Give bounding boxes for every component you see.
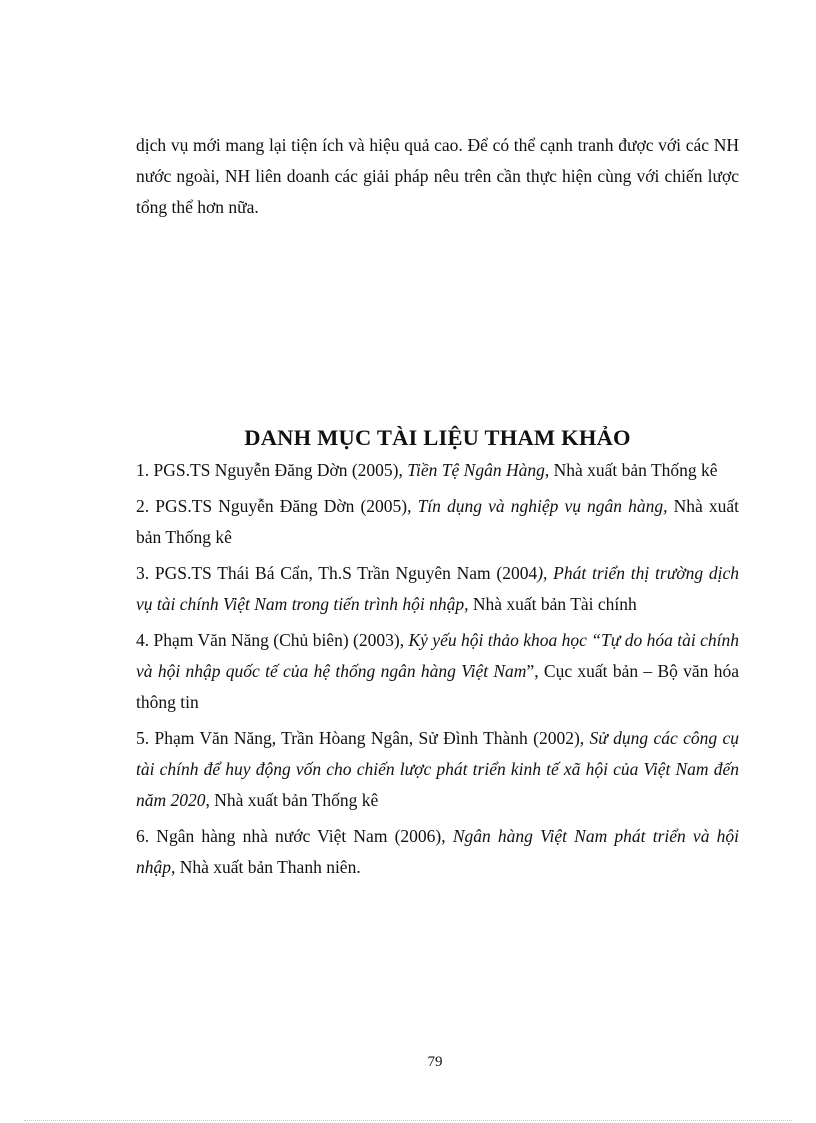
reference-title: Ngân hàng Việt Nam phát triển và hội nhập [136, 826, 739, 877]
reference-author: 4. Phạm Văn Năng (Chủ biên) (2003), [136, 630, 409, 650]
reference-item-3 [136, 558, 739, 620]
reference-title: ), Phát triển thị trường dịch vụ tài chính Việt Nam trong tiến trình hội nhập, [136, 563, 739, 614]
reference-list [136, 455, 739, 888]
reference-title: Tiền Tệ Ngân Hàng [407, 460, 545, 480]
reference-publisher: , Nhà xuất bản Thống kê [544, 460, 718, 480]
reference-title: Tín dụng và nghiệp vụ ngân hàng, [417, 496, 668, 516]
reference-item-2 [136, 491, 739, 553]
reference-author: 2. PGS.TS Nguyễn Đăng Dờn (2005), [136, 496, 418, 516]
reference-title: Kỷ yếu hội thảo khoa học “Tự do hóa tài chính và hội nhập quốc tế của hệ thống ngân hàng Việt Nam [136, 630, 739, 681]
reference-publisher: , Nhà xuất bản Thống kê [205, 790, 379, 810]
reference-author: 5. Phạm Văn Năng, Trần Hòang Ngân, Sử Đình Thành (2002), [136, 728, 590, 748]
reference-author: 3. PGS.TS Thái Bá Cẩn, Th.S Trần Nguyên Nam (2004 [136, 563, 538, 583]
reference-publisher: ”, Cục xuất bản – Bộ văn hóa thông tin [136, 661, 740, 712]
page-bottom-divider [24, 1120, 792, 1121]
reference-item-6 [136, 821, 739, 883]
reference-item-1 [136, 455, 739, 486]
reference-publisher: Nhà xuất bản Thống kê [136, 496, 740, 547]
page-number: 79 [427, 1054, 443, 1070]
reference-title: Sử dụng các công cụ tài chính để huy động vốn cho chiến lược phát triển kinh tế xã hội của Việt Nam đến năm 2020 [136, 728, 739, 810]
reference-publisher: Nhà xuất bản Tài chính [468, 594, 637, 614]
references-heading: DANH MỤC TÀI LIỆU THAM KHẢO [244, 425, 631, 450]
reference-publisher: , Nhà xuất bản Thanh niên. [171, 857, 361, 877]
reference-author: 1. PGS.TS Nguyễn Đăng Dờn (2005), [136, 460, 408, 480]
reference-item-5 [136, 723, 739, 816]
reference-item-4 [136, 625, 739, 718]
reference-author: 6. Ngân hàng nhà nước Việt Nam (2006), [136, 826, 453, 846]
intro-paragraph: dịch vụ mới mang lại tiện ích và hiệu quả cao. Để có thể cạnh tranh được với các NH nước ngoài, NH liên doanh các giải pháp nêu trên cần thực hiện cùng với chiến lược tổng thể hơn nữa. [136, 135, 739, 217]
